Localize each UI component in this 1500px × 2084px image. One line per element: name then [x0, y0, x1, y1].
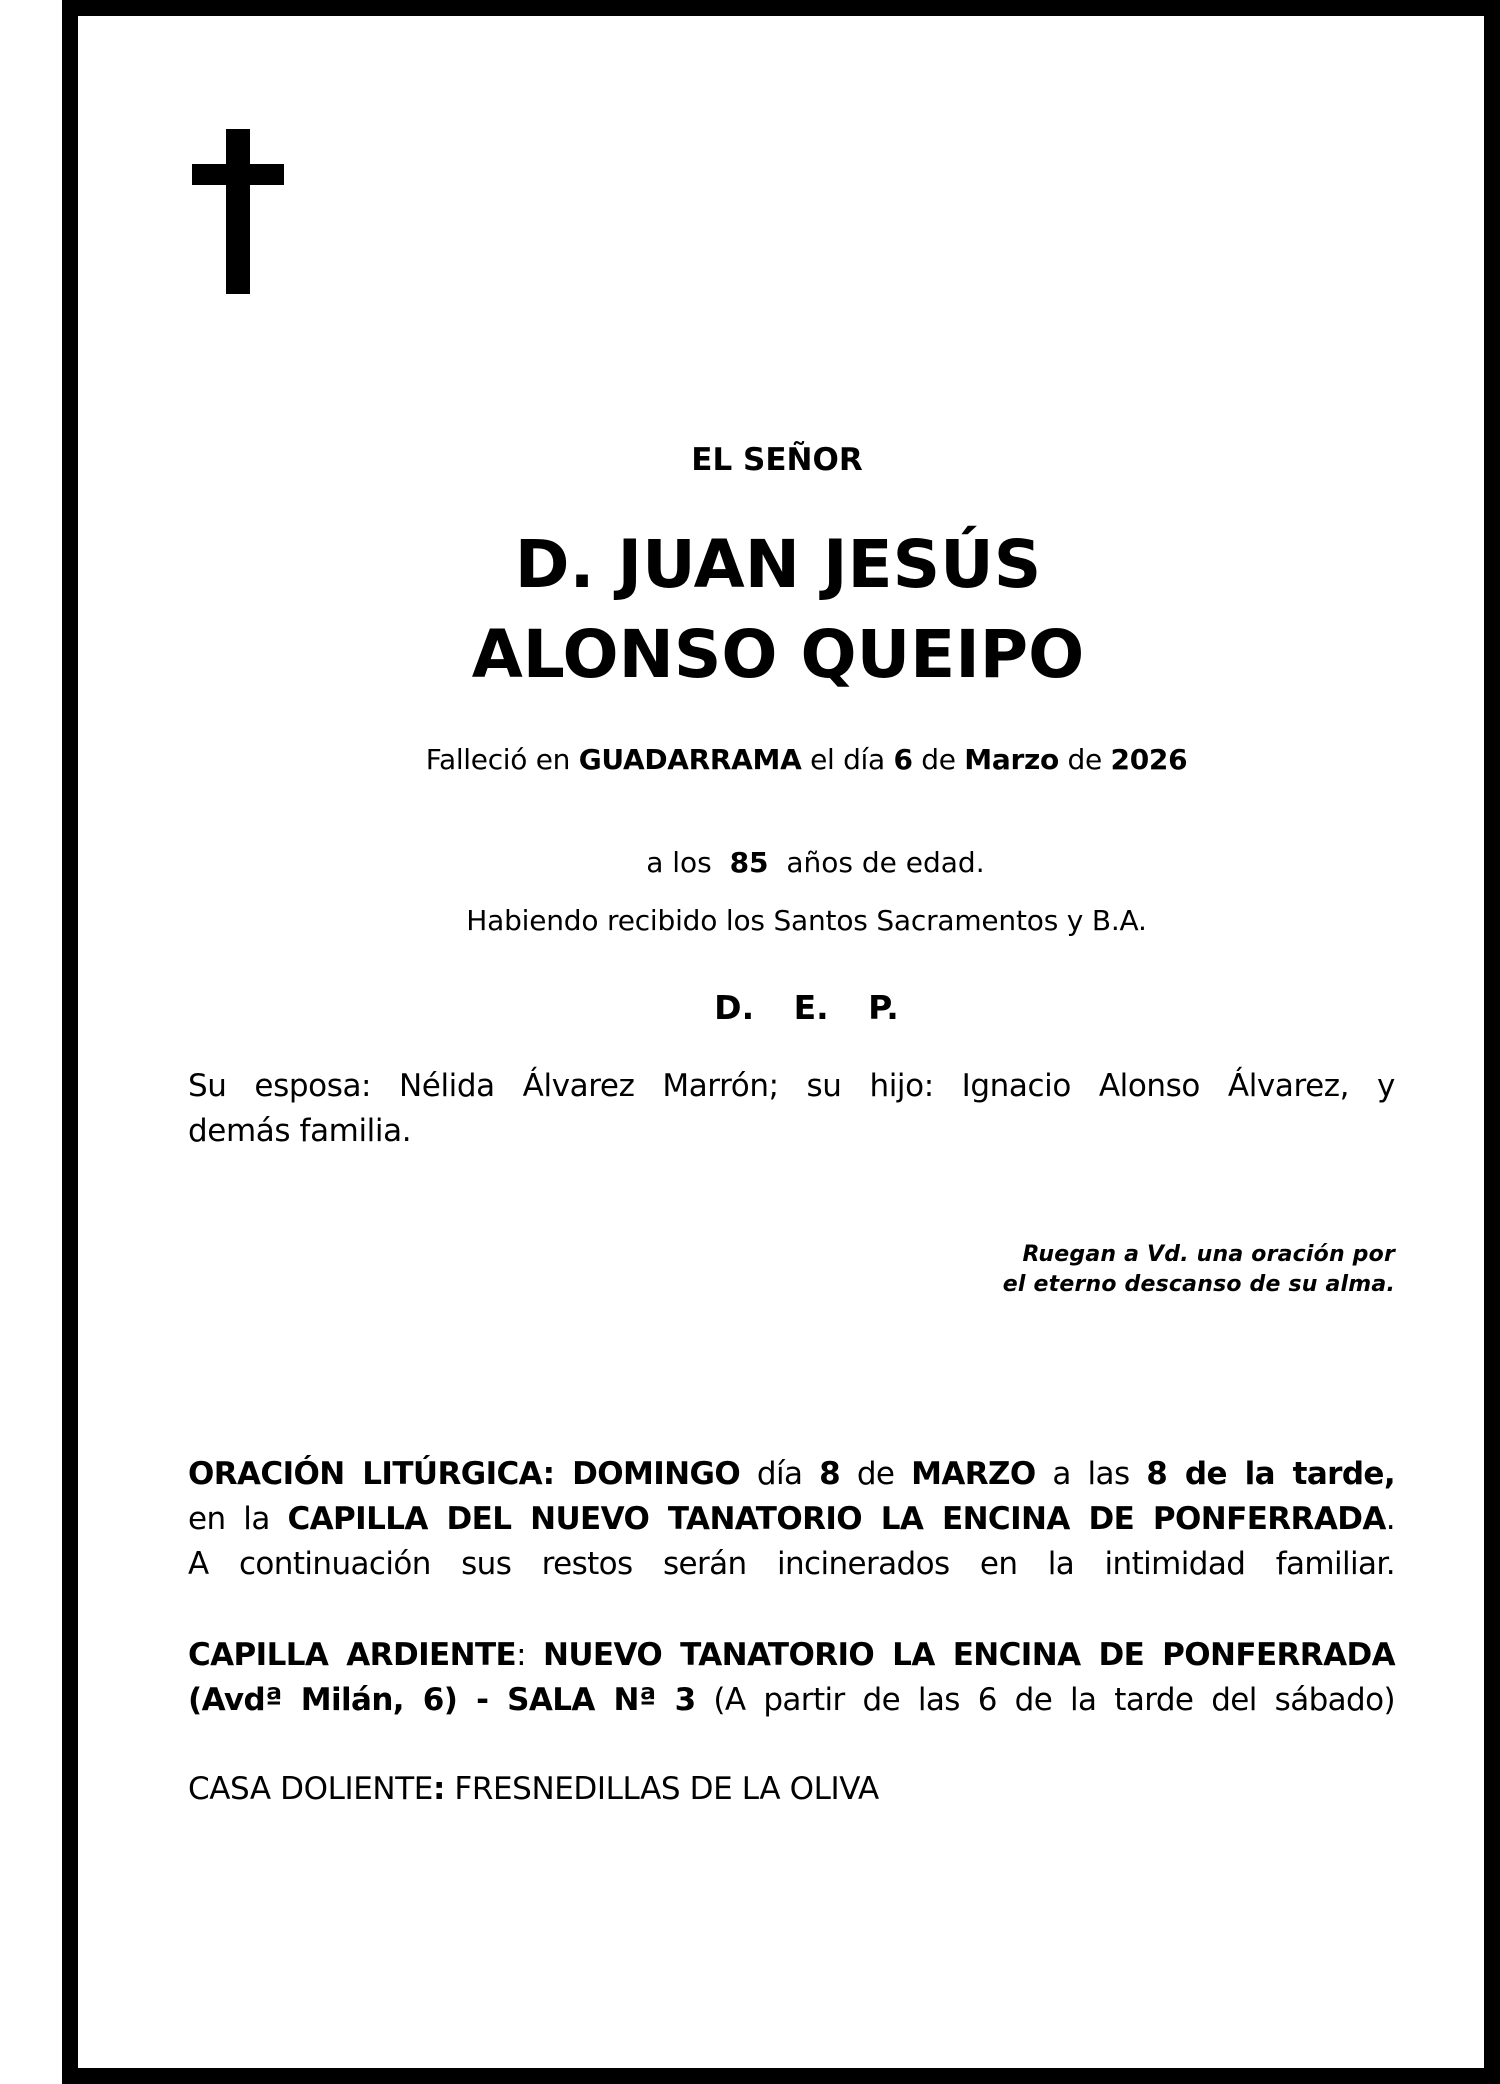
liturgy-text: en la [188, 1501, 288, 1537]
cross-icon-horizontal-bar [192, 164, 284, 185]
chapel-place: NUEVO TANATORIO LA ENCINA DE PONFERRADA [542, 1637, 1395, 1673]
liturgy-line-1 [188, 1452, 1395, 1497]
chapel-address: (Avdª Milán, 6) - SALA Nª 3 [188, 1682, 696, 1718]
death-text: el día [801, 743, 894, 776]
liturgy-text: día [740, 1456, 820, 1492]
liturgy-place: CAPILLA DEL NUEVO TANATORIO LA ENCINA DE PONFERRADA [287, 1501, 1386, 1537]
death-text: de [912, 743, 965, 776]
chapel-paragraph [188, 1633, 1395, 1723]
house-colon: : [432, 1771, 445, 1807]
death-info [0, 743, 1500, 776]
prayer-request-line-1: Ruegan a Vd. una oración por [1022, 1242, 1395, 1267]
chapel-colon: : [516, 1637, 543, 1673]
house-paragraph [188, 1767, 1395, 1812]
liturgy-month: MARZO [911, 1456, 1036, 1492]
title-prefix: EL SEÑOR [691, 442, 863, 478]
liturgy-paragraph [188, 1452, 1395, 1587]
death-place: GUADARRAMA [578, 743, 802, 776]
liturgy-line-2 [188, 1497, 1395, 1542]
age-years: 85 [729, 846, 769, 879]
sacraments-text: Habiendo recibido los Santos Sacramentos y B.A. [466, 904, 1147, 937]
family-paragraph [188, 1064, 1395, 1154]
age-info [0, 813, 1500, 879]
deceased-name-line1: D. JUAN JESÚS [514, 526, 1042, 603]
family-line-2: demás familia. [188, 1113, 412, 1149]
death-text: Falleció en [425, 743, 579, 776]
house-label: CASA DOLIENTE [188, 1771, 433, 1807]
liturgy-line-3: A continuación sus restos serán incinerados en la intimidad familiar. [188, 1546, 1395, 1582]
family-line-1: Su esposa: Nélida Álvarez Marrón; su hijo: Ignacio Alonso Álvarez, y [188, 1068, 1395, 1104]
liturgy-label: ORACIÓN LITÚRGICA: DOMINGO [188, 1456, 741, 1492]
liturgy-time: 8 de la tarde, [1146, 1456, 1396, 1492]
dep-text: D. E. P. [714, 988, 899, 1027]
chapel-label: CAPILLA ARDIENTE [188, 1637, 517, 1673]
chapel-note: (A partir de las 6 de la tarde del sábado) [695, 1682, 1395, 1718]
cross-icon-vertical-bar [226, 129, 250, 294]
deceased-name-line2: ALONSO QUEIPO [471, 616, 1085, 693]
death-text: de [1058, 743, 1111, 776]
liturgy-text: . [1385, 1501, 1395, 1537]
chapel-line-2 [188, 1678, 1395, 1723]
death-year: 2026 [1110, 743, 1188, 776]
liturgy-text: a las [1035, 1456, 1147, 1492]
chapel-line-1 [188, 1633, 1395, 1678]
age-text: años de edad. [777, 846, 985, 879]
prayer-request-line-2: el eterno descanso de su alma. [1002, 1272, 1395, 1297]
death-day: 6 [893, 743, 913, 776]
house-place: FRESNEDILLAS DE LA OLIVA [444, 1771, 879, 1807]
liturgy-text: de [840, 1456, 912, 1492]
prayer-request [1003, 1240, 1395, 1300]
age-text: a los [646, 846, 721, 879]
house-line [188, 1767, 1395, 1812]
liturgy-day: 8 [819, 1456, 841, 1492]
death-month: Marzo [964, 743, 1059, 776]
